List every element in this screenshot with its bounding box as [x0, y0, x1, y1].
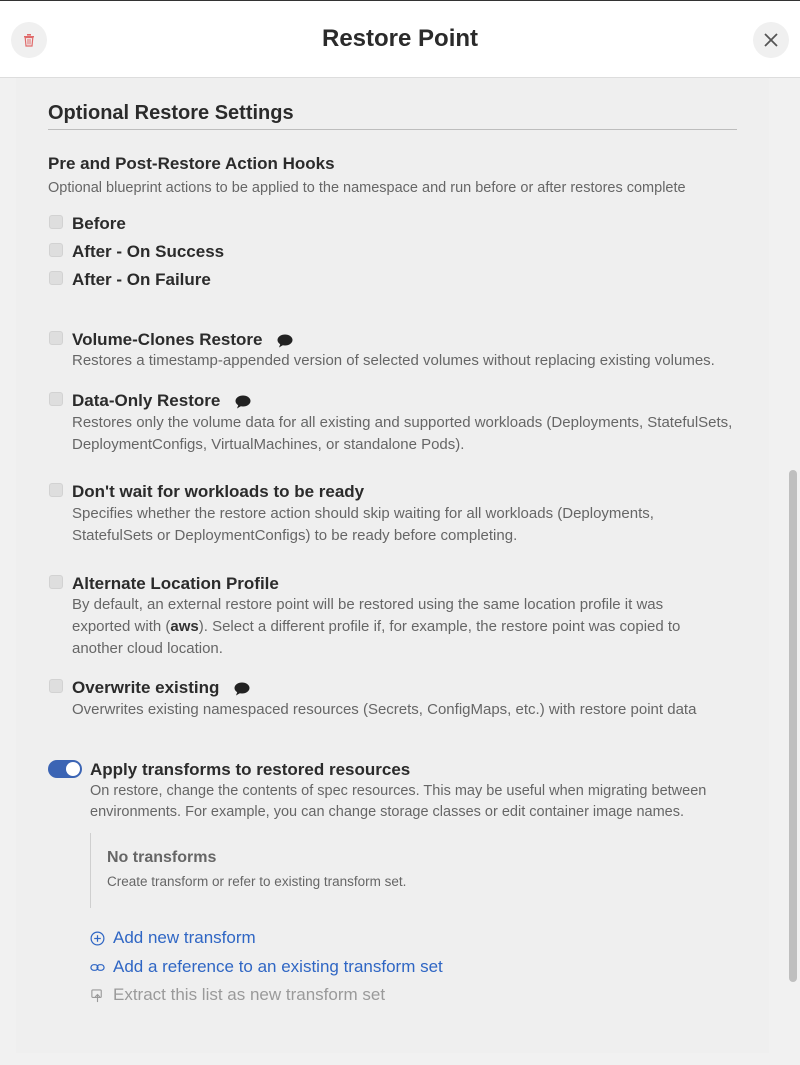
transforms-toggle[interactable] — [48, 760, 82, 778]
alt-location-description-1: By default, an external restore point will be restored using the same location profile it was — [72, 596, 664, 613]
transforms-description-2: environments. For example, you can change storage classes or edit container image names. — [90, 804, 685, 820]
volume-clones-description: Restores a timestamp-appended version of selected volumes without replacing existing volumes. — [72, 352, 715, 369]
data-only-label: Data-Only Restore — [72, 391, 221, 410]
dont-wait-description-2: StatefulSets or DeploymentConfigs) to be ready before completing. — [72, 527, 518, 544]
no-transforms-description: Create transform or refer to existing transform set. — [107, 874, 407, 889]
overwrite-description: Overwrites existing namespaced resources (Secrets, ConfigMaps, etc.) with restore point data — [72, 701, 697, 718]
add-new-transform-label: Add new transform — [113, 928, 256, 947]
alt-location-desc-suffix: ). Select a different profile if, for example, the restore point was copied to — [198, 618, 681, 635]
add-reference-label: Add a reference to an existing transform set — [113, 957, 443, 976]
data-only-description-1: Restores only the volume data for all existing and supported workloads (Deployments, StatefulSets, — [72, 414, 733, 431]
after-failure-label: After - On Failure — [72, 270, 211, 289]
volume-clones-checkbox[interactable] — [49, 331, 63, 345]
alt-location-description-3: another cloud location. — [72, 640, 223, 657]
modal-title: Restore Point — [321, 25, 479, 52]
after-failure-checkbox[interactable] — [49, 271, 63, 285]
volume-clones-option — [72, 330, 293, 350]
hooks-description: Optional blueprint actions to be applied to the namespace and run before or after restores complete — [48, 180, 686, 196]
before-checkbox[interactable] — [49, 215, 63, 229]
link-icon — [90, 960, 105, 975]
hooks-title: Pre and Post-Restore Action Hooks — [48, 154, 335, 173]
alt-location-label: Alternate Location Profile — [72, 574, 279, 593]
alt-location-checkbox[interactable] — [49, 575, 63, 589]
volume-clones-label: Volume-Clones Restore — [72, 330, 263, 349]
comment-bubble-icon[interactable] — [235, 395, 251, 409]
transforms-description-1: On restore, change the contents of spec resources. This may be useful when migrating between — [90, 783, 707, 799]
dont-wait-label: Don't wait for workloads to be ready — [72, 482, 365, 501]
toggle-knob — [66, 762, 80, 776]
transforms-list — [90, 833, 691, 908]
after-success-checkbox[interactable] — [49, 243, 63, 257]
scrollbar[interactable] — [789, 470, 797, 982]
close-icon — [763, 32, 779, 48]
alt-location-desc-prefix: exported with ( — [72, 618, 171, 635]
section-title: Optional Restore Settings — [48, 102, 737, 130]
no-transforms-title: No transforms — [107, 849, 217, 866]
after-success-label: After - On Success — [72, 242, 225, 261]
data-only-checkbox[interactable] — [49, 392, 63, 406]
overwrite-checkbox[interactable] — [49, 679, 63, 693]
data-only-description-2: DeploymentConfigs, VirtualMachines, or standalone Pods). — [72, 436, 465, 453]
comment-bubble-icon[interactable] — [277, 334, 293, 348]
add-new-transform-link[interactable] — [90, 928, 256, 948]
data-only-option — [72, 391, 251, 411]
dont-wait-checkbox[interactable] — [49, 483, 63, 497]
overwrite-option — [72, 678, 250, 698]
extract-icon — [90, 988, 105, 1003]
transforms-label: Apply transforms to restored resources — [90, 760, 411, 779]
profile-name: aws — [170, 618, 199, 635]
dont-wait-description-1: Specifies whether the restore action should skip waiting for all workloads (Deployments, — [72, 505, 654, 522]
extract-transform-set-label: Extract this list as new transform set — [113, 985, 386, 1004]
alt-location-description-2 — [72, 616, 680, 638]
plus-circle-icon — [90, 931, 105, 946]
before-label: Before — [72, 214, 126, 233]
extract-transform-set-link[interactable] — [90, 985, 385, 1005]
close-button[interactable] — [753, 22, 789, 58]
add-reference-link[interactable] — [90, 957, 443, 977]
comment-bubble-icon[interactable] — [234, 682, 250, 696]
overwrite-label: Overwrite existing — [72, 678, 220, 697]
modal-header — [0, 0, 800, 78]
